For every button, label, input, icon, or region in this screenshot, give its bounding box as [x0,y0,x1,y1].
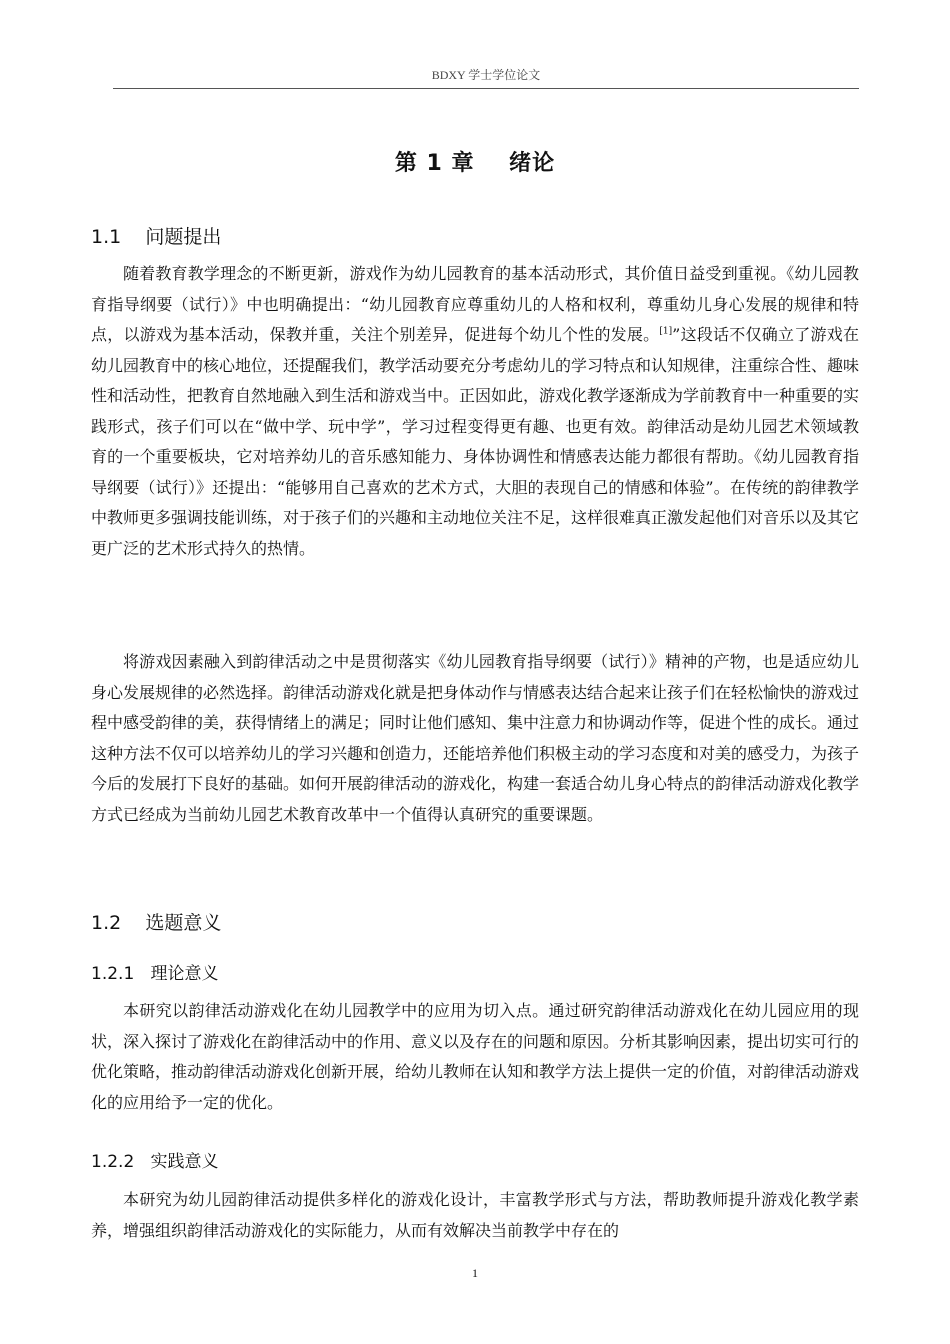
section-heading-1-2 [91,908,221,935]
section-number: 1.1 [91,226,122,248]
subsection-number: 1.2.1 [91,964,135,984]
paragraph-text: 随着教育教学理念的不断更新，游戏作为幼儿园教育的基本活动形式，其价值日益受到重视。《幼儿园教育指导纲要（试行）》中也明确提出：“幼儿园教育应尊重幼儿的人格和权利，尊重幼儿身心发展的规律和特点，以游戏为基本活动，保教并重，关注个别差异，促进每个幼儿个性的发展。 [91,264,859,344]
subsection-number: 1.2.2 [91,1152,135,1172]
section-heading-1-1 [91,222,221,249]
section-number: 1.2 [91,912,122,934]
chapter-number: 第 1 章 [394,151,475,176]
paragraph-1 [91,259,859,564]
paragraph-2: 将游戏因素融入到韵律活动之中是贯彻落实《幼儿园教育指导纲要（试行）》精神的产物，也是适应幼儿身心发展规律的必然选择。韵律活动游戏化就是把身体动作与情感表达结合起来让孩子们在轻松愉快的游戏过程中感受韵律的美，获得情绪上的满足；同时让他们感知、集中注意力和协调动作等，促进个性的成长。通过这种方法不仅可以培养幼儿的学习兴趣和创造力，还能培养他们积极主动的学习态度和对美的感受力，为孩子今后的发展打下良好的基础。如何开展韵律活动的游戏化，构建一套适合幼儿身心特点的韵律活动游戏化教学方式已经成为当前幼儿园艺术教育改革中一个值得认真研究的重要课题。 [91,652,860,824]
chapter-name: 绪论 [509,151,556,176]
subsection-title: 实践意义 [150,1152,219,1172]
paragraph-3: 本研究以韵律活动游戏化在幼儿园教学中的应用为切入点。通过研究韵律活动游戏化在幼儿园应用的现状，深入探讨了游戏化在韵律活动中的作用、意义以及存在的问题和原因。分析其影响因素，提出切实可行的优化策略，推动韵律活动游戏化创新开展，给幼儿教师在认知和教学方法上提供一定的价值，对韵律活动游戏化的应用给予一定的优化。 [91,1001,860,1112]
subsection-title: 理论意义 [150,964,219,984]
page-number: 1 [472,1266,478,1280]
header-rule [113,88,859,89]
section-title: 选题意义 [145,912,222,934]
paragraph-text: ”这段话不仅确立了游戏在幼儿园教育中的核心地位，还提醒我们，教学活动要充分考虑幼儿的学习特点和认知规律，注重综合性、趣味性和活动性，把教育自然地融入到生活和游戏当中。正因如此，游戏化教学逐渐成为学前教育中一种重要的实践形式，孩子们可以在“做中学、玩中学”，学习过程变得更有趣、也更有效。韵律活动是幼儿园艺术领域教育的一个重要板块，它对培养幼儿的音乐感知能力、身体协调性和情感表达能力都很有帮助。《幼儿园教育指导纲要（试行）》还提出：“能够用自己喜欢的艺术方式，大胆的表现自己的情感和体验”。在传统的韵律教学中教师更多强调技能训练，对于孩子们的兴趣和主动地位关注不足，这样很难真正激发起他们对音乐以及其它更广泛的艺术形式持久的热情。 [91,325,860,558]
running-header: BDXY 学士学位论文 [431,68,541,82]
paragraph-4: 本研究为幼儿园韵律活动提供多样化的游戏化设计，丰富教学形式与方法，帮助教师提升游戏化教学素养，增强组织韵律活动游戏化的实际能力，从而有效解决当前教学中存在的 [91,1190,859,1240]
subsection-heading-1-2-1 [91,959,218,984]
subsection-heading-1-2-2 [91,1147,218,1172]
chapter-title [0,146,950,177]
citation-ref: [1] [659,326,673,337]
section-title: 问题提出 [145,226,222,248]
